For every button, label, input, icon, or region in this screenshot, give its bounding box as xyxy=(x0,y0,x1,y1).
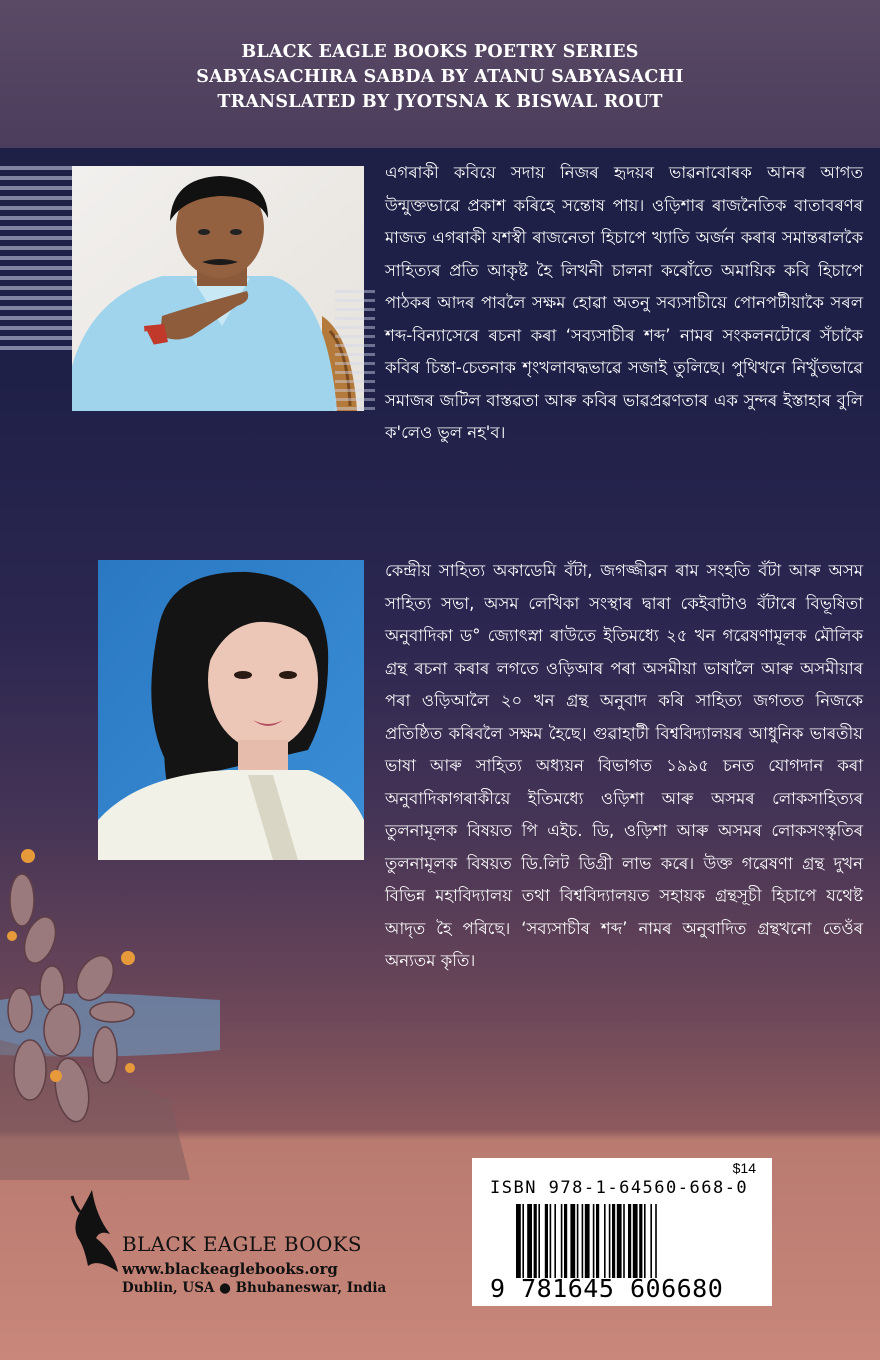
publisher-location-1: Dublin, USA xyxy=(122,1280,215,1296)
barcode-bar xyxy=(522,1204,524,1278)
isbn-label: ISBN 978-1-64560-668-0 xyxy=(490,1178,749,1198)
barcode-bar xyxy=(604,1204,606,1278)
barcode-bar xyxy=(596,1204,599,1278)
barcode-bar xyxy=(612,1204,615,1278)
barcode-bar xyxy=(617,1204,622,1278)
barcode-bar xyxy=(570,1204,575,1278)
series-line-3: TRANSLATED BY JYOTSNA K BISWAL ROUT xyxy=(217,92,663,112)
barcode-bar xyxy=(564,1204,567,1278)
location-separator: ● xyxy=(219,1280,231,1296)
publisher-name: BLACK EAGLE BOOKS xyxy=(122,1232,362,1256)
barcode-bar xyxy=(655,1204,657,1278)
barcode-bar xyxy=(582,1204,584,1278)
barcode-bars xyxy=(516,1204,752,1278)
price-label: $14 xyxy=(732,1160,756,1176)
author-bio: এগৰাকী কবিয়ে সদায় নিজৰ হৃদয়ৰ ভাৱনাবোৰক আনৰ আগত উন্মুক্তভাৱে প্ৰকাশ কৰিহে সন্তোষ পায়। ওড়িশাৰ ৰাজনৈতিক বাতাবৰণৰ মাজত এগৰাকী যশস্বী ৰাজনেতা হিচাপে খ্যাতি অৰ্জন কৰাৰ সমান্তৰালকৈ সাহিত্যৰ প্ৰতি আকৃষ্ট হৈ লিখনী চালনা কৰোঁতে অমায়িক কবি হিচাপে পাঠকৰ আদৰ পাবলৈ সক্ষম হোৱা অতনু সব্যসাচীয়ে পোনপটীয়াকৈ সৰল শব্দ-বিন্যাসেৰে ৰচনা কৰা ‘সব্যসাচীৰ শব্দ’ নামৰ সংকলনটোৰে সঁচাকৈ কবিৰ চিন্তা-চেতনাক শৃংখলাবদ্ধভাৱে সজাই তুলিছে। পুথিখনে নিখুঁতভাৱে সমাজৰ জটিল বাস্তৱতা আৰু কবিৰ ভাৱপ্ৰৱণতাৰ এক সুন্দৰ ইস্তাহাৰ বুলি ক'লেও ভুল নহ'ব। xyxy=(385,163,863,442)
barcode-bar xyxy=(516,1204,521,1278)
isbn-digits: 9 781645 606680 xyxy=(490,1274,724,1303)
barcode-bar xyxy=(628,1204,631,1278)
barcode-bar xyxy=(534,1204,537,1278)
barcode-bar xyxy=(593,1204,595,1278)
isbn-barcode xyxy=(472,1158,772,1306)
decorative-stripes-right xyxy=(335,290,375,410)
barcode-bar xyxy=(561,1204,563,1278)
barcode-bar xyxy=(550,1204,552,1278)
barcode-bar xyxy=(585,1204,590,1278)
barcode-bar xyxy=(650,1204,652,1278)
cactus-illustration xyxy=(0,840,220,1180)
publisher-location-2: Bhubaneswar, India xyxy=(235,1280,387,1296)
series-line-1: BLACK EAGLE BOOKS POETRY SERIES xyxy=(241,42,639,62)
barcode-bar xyxy=(545,1204,548,1278)
barcode-bar xyxy=(639,1204,642,1278)
barcode-bar xyxy=(623,1204,625,1278)
barcode-bar xyxy=(538,1204,540,1278)
series-header xyxy=(0,40,880,115)
decorative-stripes xyxy=(0,166,72,356)
barcode-bar xyxy=(554,1204,556,1278)
barcode-bar xyxy=(577,1204,579,1278)
publisher-locations xyxy=(122,1280,386,1296)
barcode-bar xyxy=(633,1204,638,1278)
author-photo xyxy=(72,166,364,411)
series-line-2: SABYASACHIRA SABDA BY ATANU SABYASACHI xyxy=(196,67,684,87)
translator-bio: কেন্দ্ৰীয় সাহিত্য অকাডেমি বঁটা, জগজ্জীৱন ৰাম সংহতি বঁটা আৰু অসম সাহিত্য সভা, অসম লেখিকা সংস্থাৰ দ্বাৰা কেইবাটাও বঁটাৰে বিভূষিতা অনুবাদিকা ড° জ্যোৎস্না ৰাউতে ইতিমধ্যে ২৫ খন গৱেষণামূলক মৌলিক গ্ৰন্থ ৰচনা কৰাৰ লগতে ওড়িআৰ পৰা অসমীয়া ভাষালৈ আৰু অসমীয়াৰ পৰা ওড়িআলৈ ২০ খন গ্ৰন্থ অনুবাদ কৰি সাহিত্য জগতত নিজকে প্ৰতিষ্ঠিত কৰিবলৈ সক্ষম হৈছে। গুৱাহাটী বিশ্ববিদ্যালয়ৰ আধুনিক ভাৰতীয় ভাষা আৰু সাহিত্য অধ্যয়ন বিভাগত ১৯৯৫ চনত যোগদান কৰা অনুবাদিকাগৰাকীয়ে ইতিমধ্যে ওড়িশা আৰু অসমৰ লোকসাহিত্যৰ তুলনামূলক বিষয়ত পি এইচ. ডি, ওড়িশা আৰু অসমৰ লোকসংস্কৃতিৰ তুলনামূলক বিষয়ত ডি.লিট ডিগ্ৰী লাভ কৰে। উক্ত গৱেষণা গ্ৰন্থ দুখন বিভিন্ন মহাবিদ্যালয় তথা বিশ্ববিদ্যালয়ত সহায়ক গ্ৰন্থসূচী হিচাপে যথেষ্ট আদৃত হৈ পৰিছে। ‘সব্যসাচীৰ শব্দ’ নামৰ অনুবাদিত গ্ৰন্থখনো তেওঁৰ অন্যতম কৃতি। xyxy=(385,561,863,970)
publisher-url[interactable]: www.blackeaglebooks.org xyxy=(122,1260,338,1278)
barcode-bar xyxy=(527,1204,532,1278)
barcode-bar xyxy=(644,1204,646,1278)
eagle-logo xyxy=(70,1186,120,1276)
barcode-bar xyxy=(609,1204,611,1278)
translator-photo xyxy=(98,560,364,860)
